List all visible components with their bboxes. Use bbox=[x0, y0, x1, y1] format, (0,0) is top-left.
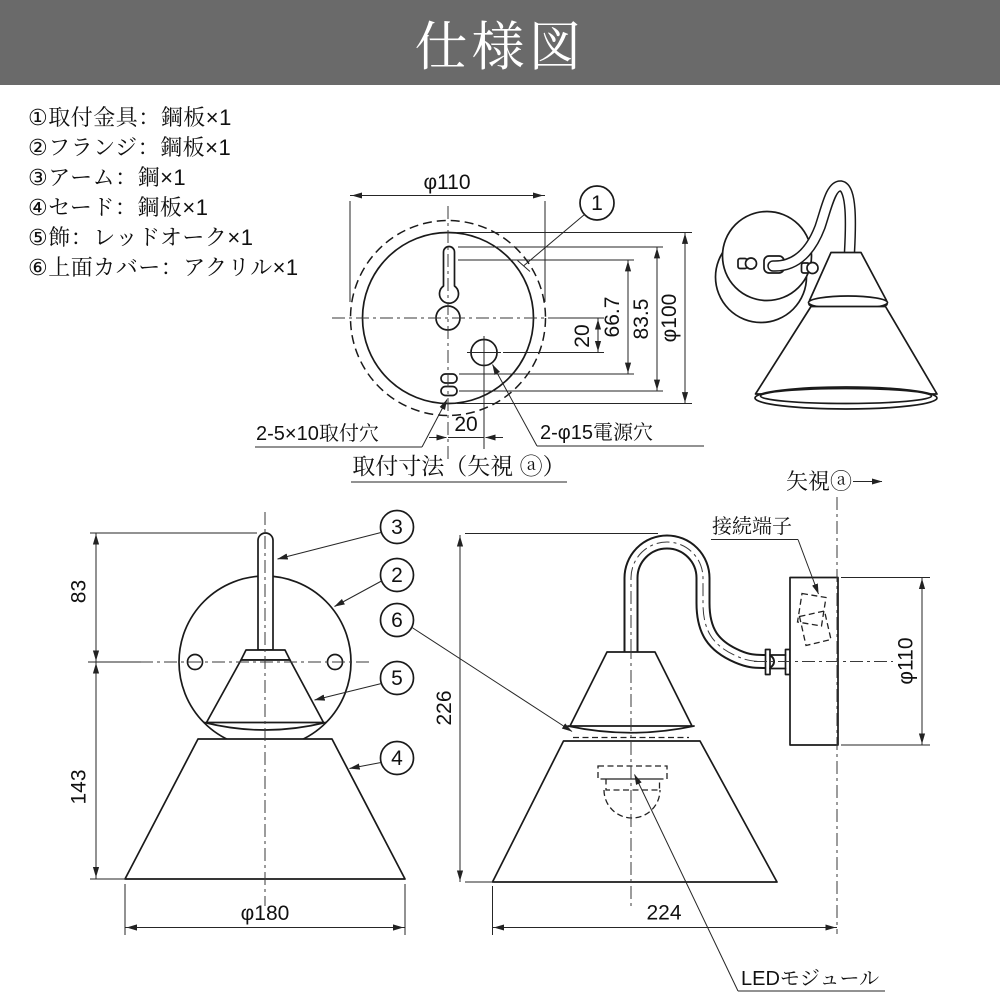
side-view bbox=[433, 469, 930, 991]
shade-cone-side bbox=[493, 741, 778, 882]
dim-226: 226 bbox=[433, 690, 456, 726]
dim-83-5: 83.5 bbox=[630, 298, 653, 340]
callout-5: 5 bbox=[391, 667, 403, 690]
parts-list-item: ③アーム：鋼×1 bbox=[28, 165, 187, 190]
callout-1: 1 bbox=[591, 192, 603, 215]
dim-143: 143 bbox=[67, 769, 91, 805]
screw-head bbox=[746, 258, 757, 269]
front-view bbox=[68, 512, 406, 935]
parts-list-item: ①取付金具：鋼板×1 bbox=[28, 105, 232, 130]
top-view-caption: 取付寸法（矢視 ⓐ） bbox=[352, 453, 566, 479]
mount-slot bbox=[441, 374, 457, 383]
label-view-a: 矢視ⓐ bbox=[786, 469, 853, 494]
parts-list-item: ⑥上面カバー：アクリル×1 bbox=[28, 255, 299, 280]
parts-list-item: ④セード：鋼板×1 bbox=[28, 195, 209, 220]
callout-3-leader bbox=[278, 533, 382, 560]
parts-list-item: ②フランジ：鋼板×1 bbox=[28, 135, 232, 160]
callout-2: 2 bbox=[391, 564, 403, 587]
parts-list-item: ⑤飾：レッドオーク×1 bbox=[28, 225, 254, 250]
shade-top-cone bbox=[810, 253, 887, 301]
shade-cone bbox=[756, 307, 938, 395]
mount-slot bbox=[441, 387, 457, 396]
label-mount-holes: 2-5×10取付穴 bbox=[256, 423, 379, 445]
page-title: 仕様図 bbox=[414, 17, 586, 77]
callout-3: 3 bbox=[391, 516, 403, 539]
dim-224: 224 bbox=[646, 901, 682, 925]
dim-phi180: φ180 bbox=[240, 902, 290, 925]
dim-phi110-side: φ110 bbox=[894, 637, 918, 685]
callout-4-leader bbox=[350, 763, 382, 769]
gooseneck-arm-side-inner bbox=[631, 542, 768, 662]
callout-2-leader bbox=[335, 581, 382, 607]
dim-phi100: φ100 bbox=[658, 293, 681, 343]
dim-83: 83 bbox=[67, 579, 91, 604]
callout-4: 4 bbox=[391, 747, 403, 770]
dim-20-vert: 20 bbox=[571, 324, 594, 348]
label-terminal: 接続端子 bbox=[712, 516, 792, 538]
callout-6: 6 bbox=[391, 609, 403, 632]
leader-line bbox=[493, 365, 538, 447]
leader-line bbox=[422, 400, 447, 448]
mounting-plate-view bbox=[255, 171, 704, 482]
screw-head bbox=[807, 263, 818, 274]
keyhole-slot bbox=[440, 247, 459, 304]
label-led-module: LEDモジュール bbox=[741, 968, 880, 990]
dim-66-7: 66.7 bbox=[601, 296, 624, 338]
dim-20-horiz: 20 bbox=[454, 413, 478, 436]
callout-1-leader bbox=[518, 215, 585, 272]
power-hole-crosshair bbox=[467, 336, 501, 369]
perspective-view bbox=[716, 186, 938, 409]
dim-phi110-top: φ110 bbox=[423, 171, 471, 194]
label-power-holes: 2-φ15電源穴 bbox=[540, 422, 653, 444]
